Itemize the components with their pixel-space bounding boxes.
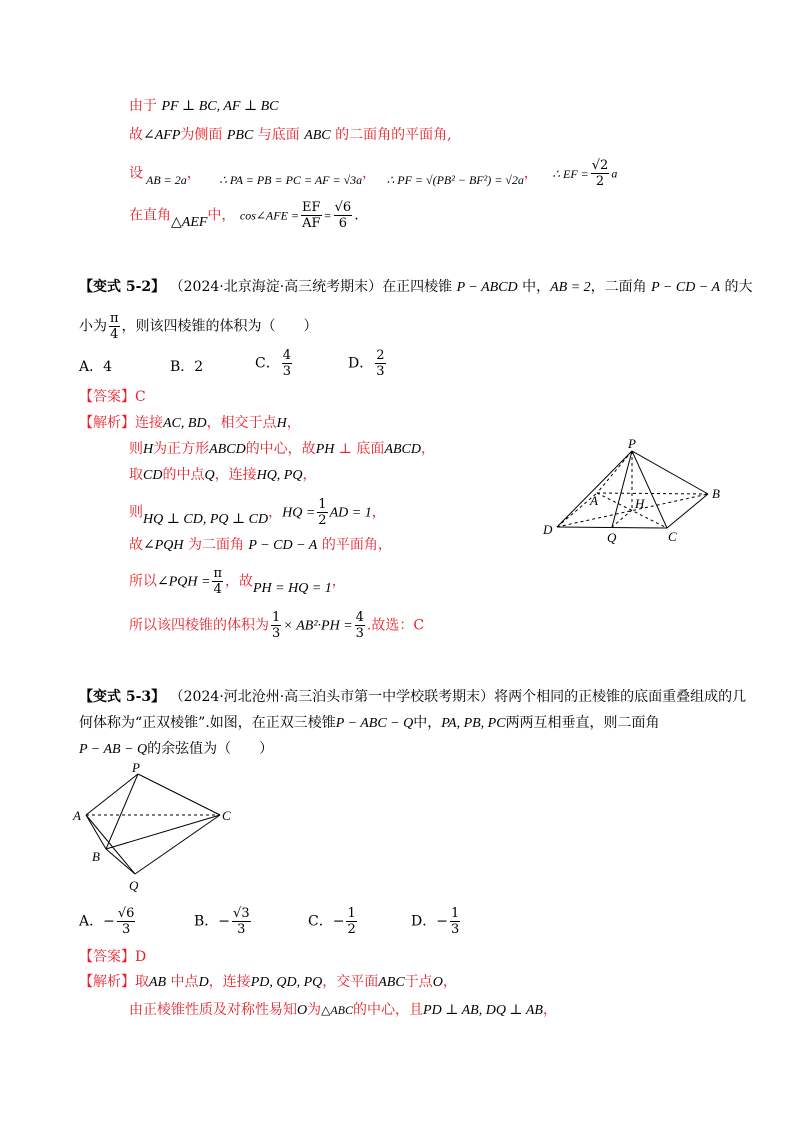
q53-bipyramid-figure xyxy=(70,760,240,895)
edge-PA xyxy=(86,774,138,815)
label-P: P xyxy=(132,760,140,775)
label-B: B xyxy=(92,849,100,864)
q52-option-d[interactable]: D． $\frac{2}{3}$ xyxy=(348,348,385,379)
label-H: H xyxy=(635,496,645,511)
edge-AB xyxy=(597,493,708,494)
edge-PD xyxy=(557,451,632,527)
q52-option-a-label: A．4 xyxy=(79,359,113,375)
solution-line-1-text: 由于 PF ⊥ BC, AF ⊥ BC xyxy=(129,98,279,114)
q52-answer-value: C xyxy=(135,389,146,405)
q53-option-b[interactable]: B．− $\frac{√3}{3}$ xyxy=(194,906,250,937)
edge-AB xyxy=(86,815,106,849)
q53-option-c[interactable]: C．− $\frac{1}{2}$ xyxy=(308,906,356,937)
q52-analysis-step-7: 所以该四棱锥的体积为 $\frac{1}{3}$ × AB²·PH = $\frac{4}{3}$ .故选：C xyxy=(129,610,425,641)
label-C: C xyxy=(222,808,231,823)
solution-line-4: 在直角△AEF中， cos∠AFE = $\frac{EF}{AF}$ = $\frac{√6}{6}$ . xyxy=(129,200,359,231)
q53-option-a[interactable]: A．− $\frac{√6}{3}$ xyxy=(79,906,135,937)
q53-answer-value: D xyxy=(135,949,147,965)
q52-pyramid-figure xyxy=(535,438,735,548)
diag-DB xyxy=(557,494,708,527)
label-Q: Q xyxy=(607,530,617,545)
q52-stem-line-2: 小为 $\frac{\pi}{4}$ ，则该四棱锥的体积为（ ） xyxy=(79,311,318,342)
q52-analysis-step-3: 取CD的中点Q，连接HQ, PQ， xyxy=(129,467,317,483)
q52-answer xyxy=(79,386,146,408)
q52-analysis-step-6: 所以∠PQH = $\frac{\pi}{4}$ ，故PH = HQ = 1， xyxy=(129,566,346,597)
label-P: P xyxy=(628,438,636,451)
label-A: A xyxy=(590,493,598,508)
edge-PB xyxy=(106,774,138,849)
q53-analysis-step-2: 由正棱锥性质及对称性易知O为△ABC的中心，且PD ⊥ AB, DQ ⊥ AB， xyxy=(129,1002,557,1018)
q53-answer-label: 【答案】 xyxy=(79,949,135,965)
q53-stem-line-2: 何体称为“正双棱锥”.如图，在正双三棱锥P − ABC − Q中，PA, PB, PC两两互相垂直，则二面角 xyxy=(79,715,660,731)
q52-analysis-step-5: 故∠PQH 为二面角 P − CD − A 的平面角， xyxy=(129,537,392,553)
q52-option-c[interactable]: C． $\frac{4}{3}$ xyxy=(255,348,291,379)
q52-option-a[interactable] xyxy=(79,356,112,376)
solution-line-1 xyxy=(129,95,279,118)
q52-option-b[interactable] xyxy=(170,356,203,376)
q53-analysis-label: 【解析】 xyxy=(79,974,135,990)
q53-stem-line-3: P − AB − Q的余弦值为（ ） xyxy=(79,741,274,757)
q53-stem-line-1: 【变式 5-3】 （2024·河北沧州·高三泊头市第一中学校联考期末）将两个相同的正棱锥的底面重叠组成的几 xyxy=(79,689,747,705)
edge-CB xyxy=(667,494,708,528)
q52-analysis-step-2: 则H为正方形ABCD的中心，故PH ⊥ 底面ABCD， xyxy=(129,441,435,457)
q52-option-b-label: B．2 xyxy=(170,359,204,375)
solution-line-3: 设 AB = 2a， ∴ PA = PB = PC = AF = √3a， ∴ PF = √(PB² − BF²) = √2a， ∴ EF = $\frac{√2}{2}$ a xyxy=(129,158,618,189)
edge-PQ xyxy=(612,451,632,527)
edge-PB xyxy=(632,451,708,494)
q52-analysis-label: 【解析】 xyxy=(79,415,135,431)
solution-line-2: 故∠AFP为侧面 PBC 与底面 ABC 的二面角的平面角, xyxy=(129,127,452,143)
q52-answer-label: 【答案】 xyxy=(79,389,135,405)
edge-CQ xyxy=(135,815,220,874)
q52-analysis-step-1: 【解析】连接AC, BD，相交于点H， xyxy=(79,415,301,431)
edge-AQ xyxy=(86,815,135,874)
edge-DC xyxy=(557,527,667,528)
label-A: A xyxy=(73,808,81,823)
edge-BC xyxy=(106,815,220,849)
label-D: D xyxy=(543,522,553,537)
edge-BQ xyxy=(106,849,135,874)
q53-analysis-step-1: 【解析】取AB 中点D，连接PD, QD, PQ，交平面ABC于点O， xyxy=(79,974,457,990)
edge-PC xyxy=(138,774,220,815)
q52-analysis-step-4: 则HQ ⊥ CD, PQ ⊥ CD，HQ = $\frac{1}{2}$ AD = 1， xyxy=(129,497,386,528)
edge-PC xyxy=(632,451,667,528)
q53-option-d[interactable]: D．− $\frac{1}{3}$ xyxy=(411,906,460,937)
q53-tag: 【变式 5-3】 xyxy=(79,689,166,705)
q52-stem-line-1: 【变式 5-2】 （2024·北京海淀·高三统考期末）在正四棱锥 P − ABCD 中，AB = 2，二面角 P − CD − A 的大 xyxy=(79,279,753,295)
label-B: B xyxy=(712,486,720,501)
q53-answer xyxy=(79,946,146,968)
label-Q: Q xyxy=(129,878,139,893)
label-C: C xyxy=(668,529,677,544)
q52-tag: 【变式 5-2】 xyxy=(79,279,166,295)
